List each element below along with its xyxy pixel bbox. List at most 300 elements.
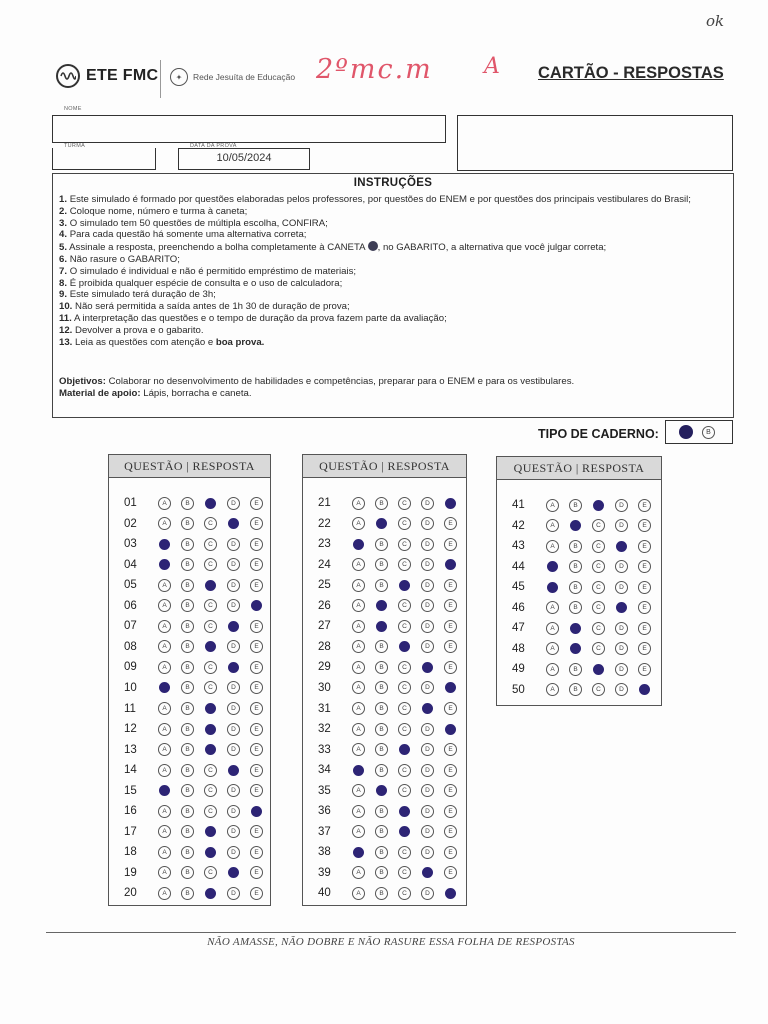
ete-fmc-logo xyxy=(56,64,158,88)
answer-bubble-e[interactable]: E xyxy=(444,599,457,612)
answer-bubble-b[interactable]: B xyxy=(181,723,194,736)
answer-bubble-a[interactable]: A xyxy=(546,601,559,614)
answer-bubble-e[interactable]: E xyxy=(444,579,457,592)
answer-bubble-b[interactable]: B xyxy=(569,683,582,696)
answer-bubble-c[interactable]: C xyxy=(592,642,605,655)
instruction-item xyxy=(59,206,727,218)
answer-bubble-c[interactable]: C xyxy=(592,519,605,532)
answer-bubble-e[interactable]: E xyxy=(250,558,263,571)
answer-bubble-d[interactable]: D xyxy=(421,579,434,592)
answer-bubble-c[interactable]: C xyxy=(398,661,411,674)
footer-notice: NÃO AMASSE, NÃO DOBRE E NÃO RASURE ESSA FOLHA DE RESPOSTAS xyxy=(207,936,575,948)
answer-bubble-c[interactable]: C xyxy=(592,601,605,614)
answer-bubble-a[interactable] xyxy=(159,682,170,693)
answer-bubble-c[interactable]: C xyxy=(398,681,411,694)
answer-bubble-c[interactable] xyxy=(593,500,604,511)
instructions-list xyxy=(59,194,727,348)
answer-bubble-b[interactable] xyxy=(570,643,581,654)
answer-row xyxy=(318,557,467,573)
answer-bubble-e[interactable]: E xyxy=(444,846,457,859)
answer-bubble-d[interactable] xyxy=(228,518,239,529)
answer-bubble-d[interactable]: D xyxy=(615,560,628,573)
answer-bubble-e[interactable] xyxy=(251,600,262,611)
answer-bubble-d[interactable] xyxy=(616,541,627,552)
answer-bubble-a[interactable] xyxy=(547,582,558,593)
answer-bubble-a[interactable]: A xyxy=(352,497,365,510)
answer-bubble-d[interactable]: D xyxy=(421,825,434,838)
answer-bubble-c[interactable] xyxy=(399,580,410,591)
answer-bubble-c[interactable]: C xyxy=(398,866,411,879)
answer-bubble-e[interactable]: E xyxy=(250,743,263,756)
answer-bubble-e[interactable]: E xyxy=(250,846,263,859)
answer-bubble-a[interactable]: A xyxy=(158,579,171,592)
answer-bubble-d[interactable]: D xyxy=(227,558,240,571)
answer-bubble-b[interactable]: B xyxy=(181,805,194,818)
answer-bubble-b[interactable]: B xyxy=(375,681,388,694)
answer-bubble-b[interactable]: B xyxy=(375,661,388,674)
answer-bubble-a[interactable]: A xyxy=(352,620,365,633)
answer-bubble-a[interactable]: A xyxy=(352,805,365,818)
answer-bubble-b[interactable]: B xyxy=(181,538,194,551)
answer-bubble-e[interactable] xyxy=(445,498,456,509)
answer-bubble-c[interactable] xyxy=(205,847,216,858)
answer-bubble-e[interactable]: E xyxy=(444,805,457,818)
answer-bubble-a[interactable]: A xyxy=(158,661,171,674)
answer-bubble-c[interactable] xyxy=(593,664,604,675)
answer-bubble-b[interactable]: B xyxy=(181,743,194,756)
answer-bubble-c[interactable]: C xyxy=(398,497,411,510)
answer-bubble-b[interactable]: B xyxy=(375,558,388,571)
answer-bubble-b[interactable]: B xyxy=(181,620,194,633)
answer-bubble-a[interactable]: A xyxy=(352,825,365,838)
answer-bubble-b[interactable]: B xyxy=(569,560,582,573)
answer-bubble-e[interactable] xyxy=(251,806,262,817)
answer-bubble-a[interactable]: A xyxy=(546,519,559,532)
answer-bubble-d[interactable]: D xyxy=(227,743,240,756)
answer-bubble-b[interactable]: B xyxy=(375,866,388,879)
answer-bubble-e[interactable]: E xyxy=(444,620,457,633)
answer-row xyxy=(512,661,661,677)
answer-bubble-c[interactable]: C xyxy=(398,599,411,612)
answer-bubble-d[interactable]: D xyxy=(615,683,628,696)
answer-bubble-b[interactable]: B xyxy=(375,497,388,510)
answer-bubble-a[interactable]: A xyxy=(352,517,365,530)
answer-bubble-a[interactable]: A xyxy=(158,497,171,510)
answer-bubble-e[interactable]: E xyxy=(638,601,651,614)
answer-bubble-e[interactable] xyxy=(445,724,456,735)
answer-bubble-e[interactable]: E xyxy=(250,620,263,633)
answer-bubble-d[interactable] xyxy=(616,602,627,613)
answer-bubble-d[interactable] xyxy=(422,662,433,673)
question-number: 22 xyxy=(318,517,331,530)
answer-bubble-d[interactable]: D xyxy=(421,681,434,694)
answer-bubble-b[interactable]: B xyxy=(181,558,194,571)
answer-row xyxy=(512,682,661,698)
answer-bubble-b[interactable]: B xyxy=(181,764,194,777)
answer-bubble-d[interactable] xyxy=(422,867,433,878)
answer-bubble-e[interactable]: E xyxy=(638,519,651,532)
answer-bubble-a[interactable]: A xyxy=(352,723,365,736)
answer-bubble-b[interactable]: B xyxy=(181,866,194,879)
answer-bubble-b[interactable]: B xyxy=(375,579,388,592)
answer-bubble-b[interactable]: B xyxy=(181,661,194,674)
question-number: 12 xyxy=(124,723,137,736)
answer-bubble-c[interactable] xyxy=(205,641,216,652)
answer-bubble-e[interactable]: E xyxy=(638,499,651,512)
extra-field[interactable] xyxy=(457,115,733,171)
answer-bubble-d[interactable]: D xyxy=(421,620,434,633)
answer-bubble-c[interactable]: C xyxy=(204,681,217,694)
answer-bubble-e[interactable]: E xyxy=(250,579,263,592)
question-number: 20 xyxy=(124,887,137,900)
answer-row xyxy=(124,762,273,778)
answer-bubble-c[interactable] xyxy=(205,580,216,591)
question-number: 47 xyxy=(512,622,525,635)
question-number: 09 xyxy=(124,661,137,674)
answer-bubble-e[interactable]: E xyxy=(250,517,263,530)
answer-bubble-e[interactable] xyxy=(445,888,456,899)
answer-bubble-e[interactable]: E xyxy=(638,663,651,676)
instruction-item xyxy=(59,229,727,241)
answer-bubble-a[interactable]: A xyxy=(352,681,365,694)
answer-row xyxy=(318,865,467,881)
answer-bubble-b[interactable]: B xyxy=(569,581,582,594)
question-number: 44 xyxy=(512,560,525,573)
answer-bubble-b[interactable] xyxy=(376,785,387,796)
answer-bubble-e[interactable]: E xyxy=(444,517,457,530)
answer-bubble-a[interactable]: A xyxy=(158,517,171,530)
answer-bubble-c[interactable] xyxy=(399,806,410,817)
question-number: 40 xyxy=(318,887,331,900)
answer-bubble-d[interactable]: D xyxy=(227,497,240,510)
answer-bubble-a[interactable]: A xyxy=(158,805,171,818)
answer-bubble-d[interactable] xyxy=(422,703,433,714)
answer-bubble-b[interactable]: B xyxy=(181,825,194,838)
answer-bubble-d[interactable]: D xyxy=(227,784,240,797)
answer-bubble-d[interactable] xyxy=(228,867,239,878)
answer-bubble-b[interactable]: B xyxy=(181,579,194,592)
answer-bubble-a[interactable]: A xyxy=(352,579,365,592)
answer-bubble-d[interactable]: D xyxy=(421,764,434,777)
answer-bubble-a[interactable]: A xyxy=(352,661,365,674)
answer-bubble-c[interactable]: C xyxy=(592,581,605,594)
answer-row xyxy=(318,885,467,901)
question-number: 49 xyxy=(512,663,525,676)
question-number: 13 xyxy=(124,743,137,756)
answer-bubble-b[interactable]: B xyxy=(181,599,194,612)
answer-bubble-c[interactable]: C xyxy=(592,622,605,635)
answer-bubble-b[interactable]: B xyxy=(375,887,388,900)
answer-bubble-a[interactable]: A xyxy=(352,640,365,653)
answer-row xyxy=(124,577,273,593)
answer-bubble-a[interactable]: A xyxy=(352,558,365,571)
answer-bubble-c[interactable]: C xyxy=(398,887,411,900)
answer-bubble-d[interactable]: D xyxy=(227,681,240,694)
answer-bubble-e[interactable]: E xyxy=(444,743,457,756)
answer-bubble-e[interactable]: E xyxy=(444,825,457,838)
answer-column-2 xyxy=(302,454,467,906)
answer-bubble-c[interactable]: C xyxy=(398,723,411,736)
answer-bubble-b[interactable]: B xyxy=(569,499,582,512)
answer-bubble-b[interactable]: B xyxy=(181,702,194,715)
question-number: 19 xyxy=(124,866,137,879)
answer-bubble-b[interactable] xyxy=(376,518,387,529)
answer-bubble-a[interactable] xyxy=(547,561,558,572)
answer-bubble-e[interactable]: E xyxy=(250,538,263,551)
answer-bubble-e[interactable]: E xyxy=(250,866,263,879)
answer-bubble-a[interactable]: A xyxy=(546,622,559,635)
answer-bubble-b[interactable]: B xyxy=(375,723,388,736)
answer-row xyxy=(318,536,467,552)
instruction-number: 11. xyxy=(59,312,72,324)
answer-bubble-e[interactable]: E xyxy=(250,825,263,838)
tipo-bubble-b[interactable]: B xyxy=(702,426,715,439)
answer-bubble-d[interactable]: D xyxy=(421,784,434,797)
answer-bubble-c[interactable]: C xyxy=(398,558,411,571)
answer-bubble-d[interactable]: D xyxy=(227,846,240,859)
answer-bubble-d[interactable]: D xyxy=(421,558,434,571)
answer-bubble-a[interactable]: A xyxy=(158,702,171,715)
instruction-text: É proibida qualquer espécie de consulta e o uso de calculadora; xyxy=(69,277,343,289)
answer-bubble-d[interactable]: D xyxy=(615,499,628,512)
answer-bubble-a[interactable]: A xyxy=(158,846,171,859)
answer-bubble-e[interactable] xyxy=(639,684,650,695)
answer-bubble-b[interactable]: B xyxy=(181,784,194,797)
answer-bubble-d[interactable]: D xyxy=(421,887,434,900)
answer-bubble-e[interactable] xyxy=(445,682,456,693)
page-title: CARTÃO - RESPOSTAS xyxy=(538,64,724,82)
answer-bubble-e[interactable]: E xyxy=(444,538,457,551)
instruction-number: 4. xyxy=(59,229,68,241)
answer-bubble-c[interactable]: C xyxy=(398,517,411,530)
answer-bubble-a[interactable] xyxy=(353,765,364,776)
answer-bubble-a[interactable]: A xyxy=(158,620,171,633)
answer-bubble-a[interactable]: A xyxy=(546,642,559,655)
answer-bubble-b[interactable] xyxy=(570,520,581,531)
answer-bubble-c[interactable]: C xyxy=(204,517,217,530)
answer-bubble-d[interactable]: D xyxy=(421,743,434,756)
answer-bubble-d[interactable]: D xyxy=(227,599,240,612)
answer-bubble-c[interactable]: C xyxy=(592,683,605,696)
answer-bubble-c[interactable]: C xyxy=(398,846,411,859)
answer-row xyxy=(318,701,467,717)
answer-bubble-d[interactable]: D xyxy=(421,640,434,653)
answer-bubble-b[interactable]: B xyxy=(375,805,388,818)
answer-row xyxy=(318,680,467,696)
nome-field[interactable] xyxy=(52,115,446,143)
answer-bubble-e[interactable]: E xyxy=(250,887,263,900)
answer-bubble-b[interactable]: B xyxy=(569,601,582,614)
handwritten-class: 2ºmc.m xyxy=(316,54,433,85)
answer-bubble-e[interactable]: E xyxy=(250,723,263,736)
answer-row xyxy=(124,557,273,573)
tipo-bubble-a[interactable] xyxy=(679,425,693,439)
answer-bubble-d[interactable] xyxy=(228,621,239,632)
answer-bubble-a[interactable] xyxy=(159,559,170,570)
answer-bubble-d[interactable]: D xyxy=(421,805,434,818)
answer-bubble-b[interactable] xyxy=(376,600,387,611)
answer-bubble-d[interactable]: D xyxy=(615,663,628,676)
answer-bubble-b[interactable]: B xyxy=(375,538,388,551)
answer-bubble-b[interactable] xyxy=(570,623,581,634)
answer-bubble-a[interactable] xyxy=(353,847,364,858)
answer-bubble-d[interactable]: D xyxy=(615,622,628,635)
answer-bubble-b[interactable]: B xyxy=(375,702,388,715)
answer-bubble-c[interactable] xyxy=(399,826,410,837)
answer-bubble-e[interactable]: E xyxy=(250,640,263,653)
answer-bubble-a[interactable]: A xyxy=(158,640,171,653)
answer-bubble-a[interactable]: A xyxy=(546,499,559,512)
answer-bubble-a[interactable] xyxy=(353,539,364,550)
answer-bubble-d[interactable]: D xyxy=(421,517,434,530)
answer-bubble-c[interactable]: C xyxy=(204,620,217,633)
answer-bubble-e[interactable]: E xyxy=(638,581,651,594)
answer-bubble-b[interactable]: B xyxy=(375,640,388,653)
answer-bubble-e[interactable]: E xyxy=(638,560,651,573)
answer-bubble-d[interactable]: D xyxy=(227,825,240,838)
answer-bubble-d[interactable]: D xyxy=(421,846,434,859)
answer-bubble-a[interactable]: A xyxy=(546,663,559,676)
answer-bubble-e[interactable]: E xyxy=(444,866,457,879)
answer-bubble-a[interactable]: A xyxy=(158,723,171,736)
answer-bubble-c[interactable]: C xyxy=(398,620,411,633)
answer-bubble-b[interactable]: B xyxy=(375,825,388,838)
answer-bubble-a[interactable]: A xyxy=(352,866,365,879)
answer-bubble-e[interactable]: E xyxy=(444,702,457,715)
answer-bubble-c[interactable] xyxy=(205,744,216,755)
answer-bubble-b[interactable]: B xyxy=(375,743,388,756)
answer-bubble-c[interactable]: C xyxy=(398,538,411,551)
answer-bubble-d[interactable]: D xyxy=(227,887,240,900)
answer-bubble-b[interactable]: B xyxy=(569,663,582,676)
answer-bubble-a[interactable]: A xyxy=(158,599,171,612)
answer-bubble-e[interactable]: E xyxy=(638,540,651,553)
answer-bubble-b[interactable]: B xyxy=(181,887,194,900)
answer-row xyxy=(124,783,273,799)
answer-bubble-a[interactable]: A xyxy=(158,887,171,900)
instruction-number: 5. xyxy=(59,242,68,254)
answer-bubble-a[interactable]: A xyxy=(352,702,365,715)
answer-bubble-c[interactable]: C xyxy=(204,866,217,879)
answer-bubble-a[interactable]: A xyxy=(546,683,559,696)
answer-bubble-e[interactable]: E xyxy=(250,784,263,797)
answer-row xyxy=(124,536,273,552)
answer-bubble-c[interactable]: C xyxy=(204,764,217,777)
answer-bubble-b[interactable] xyxy=(376,621,387,632)
answer-bubble-c[interactable]: C xyxy=(592,560,605,573)
answer-bubble-d[interactable]: D xyxy=(227,538,240,551)
answer-bubble-c[interactable]: C xyxy=(398,784,411,797)
answer-bubble-d[interactable] xyxy=(228,662,239,673)
answer-bubble-a[interactable]: A xyxy=(352,887,365,900)
answer-bubble-c[interactable]: C xyxy=(398,702,411,715)
answer-bubble-d[interactable]: D xyxy=(227,702,240,715)
answer-bubble-e[interactable]: E xyxy=(250,661,263,674)
answer-bubble-c[interactable]: C xyxy=(398,764,411,777)
answer-bubble-c[interactable]: C xyxy=(204,805,217,818)
answer-row xyxy=(124,659,273,675)
answer-bubble-e[interactable]: E xyxy=(250,702,263,715)
answer-bubble-d[interactable]: D xyxy=(421,723,434,736)
answer-bubble-c[interactable]: C xyxy=(592,540,605,553)
answer-bubble-d[interactable]: D xyxy=(421,538,434,551)
answer-row xyxy=(512,600,661,616)
answer-bubble-b[interactable]: B xyxy=(181,681,194,694)
answer-bubble-b[interactable]: B xyxy=(181,846,194,859)
answer-bubble-b[interactable]: B xyxy=(181,517,194,530)
answer-bubble-c[interactable] xyxy=(205,703,216,714)
answer-bubble-e[interactable]: E xyxy=(444,784,457,797)
answer-bubble-e[interactable]: E xyxy=(250,681,263,694)
answer-bubble-d[interactable]: D xyxy=(615,642,628,655)
answer-bubble-d[interactable]: D xyxy=(227,579,240,592)
answer-bubble-d[interactable]: D xyxy=(615,519,628,532)
answer-bubble-d[interactable]: D xyxy=(421,599,434,612)
answer-bubble-a[interactable]: A xyxy=(352,784,365,797)
answer-bubble-c[interactable] xyxy=(205,724,216,735)
answer-bubble-e[interactable]: E xyxy=(444,661,457,674)
answer-bubble-c[interactable] xyxy=(205,826,216,837)
answer-bubble-c[interactable]: C xyxy=(204,558,217,571)
answer-bubble-c[interactable]: C xyxy=(204,784,217,797)
answer-bubble-c[interactable]: C xyxy=(204,599,217,612)
answer-bubble-b[interactable]: B xyxy=(181,497,194,510)
answer-bubble-b[interactable]: B xyxy=(375,764,388,777)
answer-row xyxy=(124,742,273,758)
answer-bubble-e[interactable] xyxy=(445,559,456,570)
answer-bubble-b[interactable]: B xyxy=(181,640,194,653)
answer-bubble-d[interactable] xyxy=(228,765,239,776)
answer-bubble-d[interactable]: D xyxy=(227,640,240,653)
answer-bubble-c[interactable]: C xyxy=(204,538,217,551)
answer-bubble-a[interactable] xyxy=(159,539,170,550)
answer-bubble-c[interactable] xyxy=(399,641,410,652)
answer-bubble-a[interactable] xyxy=(159,785,170,796)
answer-bubble-e[interactable]: E xyxy=(444,764,457,777)
answer-bubble-d[interactable]: D xyxy=(227,805,240,818)
answer-bubble-b[interactable]: B xyxy=(375,846,388,859)
answer-bubble-e[interactable]: E xyxy=(638,642,651,655)
answer-bubble-a[interactable]: A xyxy=(546,540,559,553)
answer-bubble-d[interactable]: D xyxy=(615,581,628,594)
instruction-text: Não será permitida a saída antes de 1h 30 de duração de prova; xyxy=(75,301,350,313)
answer-bubble-a[interactable]: A xyxy=(158,825,171,838)
answer-bubble-e[interactable]: E xyxy=(250,497,263,510)
answer-bubble-d[interactable]: D xyxy=(421,497,434,510)
answer-bubble-e[interactable]: E xyxy=(638,622,651,635)
answer-bubble-a[interactable]: A xyxy=(158,764,171,777)
answer-bubble-e[interactable]: E xyxy=(444,640,457,653)
answer-bubble-c[interactable] xyxy=(205,498,216,509)
answer-row xyxy=(124,844,273,860)
answer-bubble-a[interactable]: A xyxy=(352,743,365,756)
answer-bubble-c[interactable]: C xyxy=(204,661,217,674)
answer-bubble-a[interactable]: A xyxy=(158,866,171,879)
answer-bubble-c[interactable] xyxy=(399,744,410,755)
answer-row xyxy=(124,598,273,614)
answer-bubble-a[interactable]: A xyxy=(158,743,171,756)
turma-field[interactable] xyxy=(52,148,156,170)
answer-bubble-d[interactable]: D xyxy=(227,723,240,736)
answer-bubble-a[interactable]: A xyxy=(352,599,365,612)
instruction-bold-text: boa prova. xyxy=(215,336,265,348)
answer-bubble-e[interactable]: E xyxy=(250,764,263,777)
answer-row xyxy=(318,783,467,799)
question-number: 32 xyxy=(318,723,331,736)
instruction-number: 7. xyxy=(59,265,68,277)
answer-bubble-c[interactable] xyxy=(205,888,216,899)
answer-bubble-b[interactable]: B xyxy=(569,540,582,553)
